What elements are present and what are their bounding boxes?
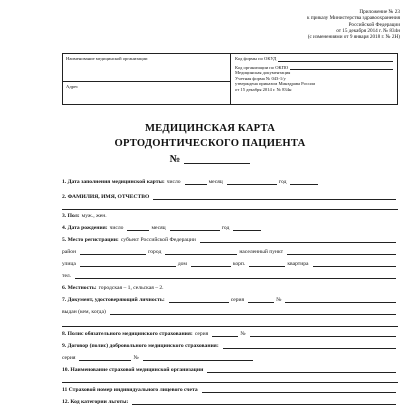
approval-note	[230, 9, 400, 40]
month-label: месяц	[151, 225, 166, 231]
title-line-1: МЕДИЦИНСКАЯ КАРТА	[144, 123, 276, 134]
field-full-name	[62, 194, 398, 200]
approval-line: к приказу Министерства здравоохранения	[307, 15, 400, 22]
approval-line: от 15 декабря 2014 г. № 834н	[336, 27, 400, 34]
city-label: город	[148, 249, 162, 255]
year-label: год	[278, 179, 287, 185]
field-label: 5. Место регистрации:	[62, 237, 119, 243]
header-left	[63, 54, 231, 104]
field-birth-date	[62, 225, 398, 231]
settlement-label: населенный пункт	[239, 249, 284, 255]
insurance-org-field[interactable]	[207, 367, 396, 373]
full-name-field-2[interactable]	[62, 209, 398, 210]
address-cell[interactable]	[63, 82, 230, 104]
header-table	[62, 53, 398, 105]
issued-field-2[interactable]	[62, 326, 398, 327]
series-label: серия	[230, 297, 245, 303]
field-locality	[62, 285, 398, 291]
field-oms-policy	[62, 331, 398, 337]
house-label: дом	[177, 261, 187, 267]
header-right	[231, 54, 397, 104]
number-field[interactable]	[285, 297, 396, 303]
title-line-2: ОРТОДОНТИЧЕСКОГО ПАЦИЕНТА	[114, 138, 306, 149]
field-label: 2. ФАМИЛИЯ, ИМЯ, ОТЧЕСТВО	[62, 194, 150, 200]
field-label: 4. Дата рождения:	[62, 225, 108, 231]
issued-label: выдан (кем, когда)	[62, 309, 106, 315]
approval-line: (с изменениями от 9 января 2018 г. № 2Н)	[307, 34, 400, 41]
field-dms-contract	[62, 343, 398, 349]
year-field[interactable]	[290, 179, 318, 185]
field-insurance-org	[62, 367, 398, 373]
field-registration-street	[62, 261, 398, 267]
series-field[interactable]	[212, 331, 238, 337]
day-field[interactable]	[127, 225, 149, 231]
number-field[interactable]	[143, 355, 253, 361]
apartment-field[interactable]	[313, 261, 396, 267]
field-registration	[62, 237, 398, 243]
house-field[interactable]	[191, 261, 231, 267]
field-label: 1. Дата заполнения медицинской карты:	[62, 179, 165, 185]
field-label: 6. Местность:	[62, 285, 97, 291]
field-label: 7. Документ, удостоверяющий личность:	[62, 297, 165, 303]
district-field[interactable]	[80, 249, 146, 255]
card-number-field[interactable]	[184, 154, 250, 164]
field-label: 11 Страховой номер индивидуального лицевого счета	[62, 387, 198, 393]
phone-label: тел.	[62, 273, 72, 279]
field-snils	[62, 387, 398, 393]
field-dms-series	[62, 355, 398, 361]
year-label: год	[221, 225, 230, 231]
approval-line: Российской Федерации	[348, 21, 400, 28]
day-label: число	[166, 179, 181, 185]
approval-line: Приложение № 23	[359, 9, 400, 15]
field-fill-date	[62, 179, 398, 185]
document-type-field[interactable]	[169, 297, 229, 303]
okud-label: Код формы по ОКУД	[235, 56, 277, 61]
number-label: №	[133, 355, 139, 361]
subject-label: субъект Российской Федерации	[120, 237, 196, 243]
field-sex	[62, 213, 398, 219]
field-benefit-code	[62, 399, 398, 405]
settlement-field[interactable]	[287, 249, 396, 255]
number-field[interactable]	[250, 331, 396, 337]
dms-field[interactable]	[223, 343, 396, 349]
locality-options[interactable]: городская – 1, сельская – 2.	[98, 285, 164, 291]
okud-field[interactable]	[278, 57, 393, 62]
doc-line: от 15 декабря 2014 г. № 834н	[235, 86, 292, 92]
doc-line: Учетная форма № 043-1/у	[235, 75, 286, 81]
day-field[interactable]	[185, 179, 207, 185]
street-label: улица	[62, 261, 76, 267]
doc-line: Медицинская документация	[235, 70, 291, 75]
doc-line: утверждена приказом Минздрава России	[235, 81, 315, 86]
org-name-cell[interactable]	[63, 54, 230, 82]
building-label: корп.	[232, 261, 246, 267]
district-label: район	[62, 249, 77, 255]
building-field[interactable]	[249, 261, 285, 267]
series-label: серия	[62, 355, 76, 361]
field-label: 8. Полис обязательного медицинского страхования:	[62, 331, 193, 337]
field-label: 10. Наименование страховой медицинской организации	[62, 367, 204, 373]
phone-field[interactable]	[75, 273, 396, 279]
okud-row	[235, 56, 393, 62]
field-issued-by	[62, 309, 398, 315]
field-registration-phone	[62, 273, 398, 279]
series-field[interactable]	[248, 297, 274, 303]
field-label: 9. Договор (полис) добровольного медицинского страхования:	[62, 343, 219, 349]
sex-options[interactable]: муж., жен.	[81, 213, 107, 219]
number-label: №	[240, 331, 246, 337]
month-field[interactable]	[170, 225, 220, 231]
issued-field[interactable]	[110, 309, 396, 315]
series-label: серия	[194, 331, 209, 337]
benefit-code-field[interactable]	[132, 399, 396, 405]
year-field[interactable]	[233, 225, 261, 231]
number-sign: №	[169, 154, 181, 165]
okpo-label: Код организации по ОКПО	[235, 64, 289, 70]
series-field[interactable]	[79, 355, 131, 361]
snils-field[interactable]	[202, 387, 396, 393]
day-label: число	[109, 225, 124, 231]
city-field[interactable]	[165, 249, 237, 255]
insurance-org-field-2[interactable]	[62, 382, 398, 383]
field-label: 12. Код категории льготы:	[62, 399, 129, 405]
subject-field[interactable]	[200, 237, 396, 243]
org-name-label: Наименование медицинской организации	[66, 56, 148, 61]
okpo-field[interactable]	[290, 65, 393, 70]
field-identity-document	[62, 297, 398, 303]
apartment-label: квартира	[287, 261, 309, 267]
month-field[interactable]	[227, 179, 277, 185]
card-number	[0, 154, 420, 165]
number-label: №	[276, 297, 282, 303]
full-name-field[interactable]	[153, 194, 396, 200]
street-field[interactable]	[80, 261, 176, 267]
field-registration-district	[62, 249, 398, 255]
month-label: месяц	[208, 179, 223, 185]
address-label: Адрес	[66, 84, 79, 89]
field-label: 3. Пол:	[62, 213, 80, 219]
